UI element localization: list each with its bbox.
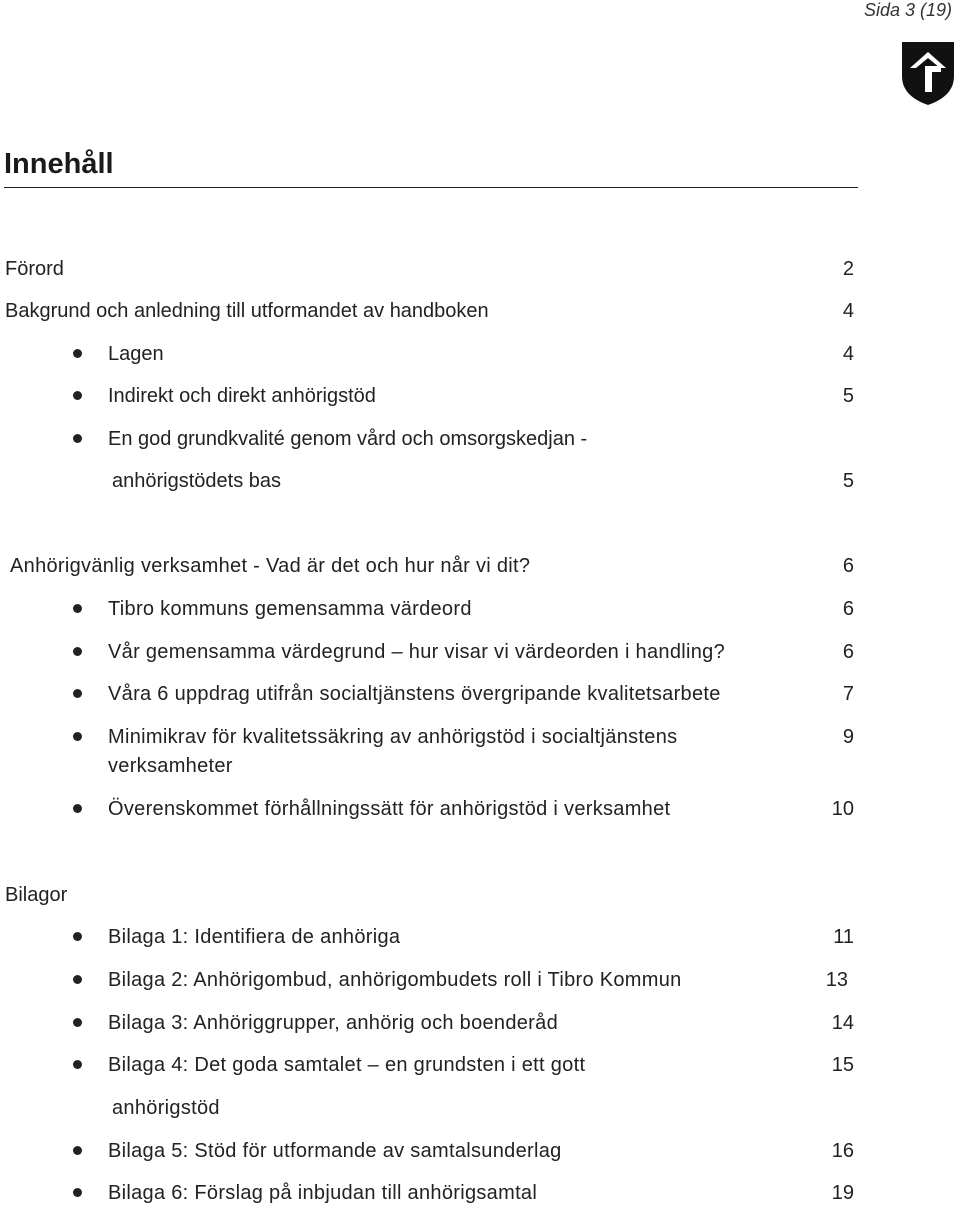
toc-entry-label: verksamheter bbox=[108, 755, 233, 777]
toc-entry-minimikrav-cont[interactable] bbox=[0, 753, 960, 779]
toc-entry-bilaga1[interactable] bbox=[0, 924, 960, 950]
toc-entry-grundkvalite[interactable] bbox=[0, 426, 960, 452]
toc-entry-page: 2 bbox=[842, 258, 854, 280]
toc-entry-label: Minimikrav för kvalitetssäkring av anhörigstöd i socialtjänstens bbox=[108, 726, 678, 748]
toc-entry-vardegrund[interactable] bbox=[0, 639, 960, 665]
toc-entry-label: Bakgrund och anledning till utformandet av handboken bbox=[5, 300, 489, 322]
bullet-icon bbox=[73, 1018, 82, 1027]
bullet-icon bbox=[73, 932, 82, 941]
toc-entry-forord[interactable] bbox=[0, 256, 960, 282]
bullet-icon bbox=[73, 349, 82, 358]
toc-entry-label: anhörigstödets bas bbox=[112, 470, 282, 492]
bullet-icon bbox=[73, 647, 82, 656]
toc-entry-page: 10 bbox=[831, 798, 854, 820]
toc-entry-page: 14 bbox=[831, 1012, 854, 1034]
bullet-icon bbox=[73, 975, 82, 984]
page-indicator: Sida 3 (19) bbox=[863, 0, 952, 20]
toc-entry-lagen[interactable] bbox=[0, 341, 960, 367]
toc-entry-overenskommet[interactable] bbox=[0, 796, 960, 822]
toc-entry-page: 11 bbox=[833, 926, 854, 948]
toc-entry-label: Bilaga 3: Anhöriggrupper, anhörig och boenderåd bbox=[108, 1012, 558, 1034]
toc-entry-page: 5 bbox=[842, 470, 854, 492]
toc-entry-label: Bilaga 6: Förslag på inbjudan till anhörigsamtal bbox=[108, 1182, 538, 1204]
toc-entry-page: 6 bbox=[842, 598, 854, 620]
municipal-crest-icon bbox=[900, 40, 956, 106]
toc-entry-page: 5 bbox=[842, 385, 854, 407]
toc-entry-label: Bilaga 5: Stöd för utformande av samtalsunderlag bbox=[108, 1140, 562, 1162]
bullet-icon bbox=[73, 689, 82, 698]
toc-entry-label: Anhörigvänlig verksamhet - Vad är det och hur når vi dit? bbox=[10, 555, 531, 577]
toc-entry-page: 4 bbox=[842, 300, 854, 322]
bullet-icon bbox=[73, 604, 82, 613]
bullet-icon bbox=[73, 391, 82, 400]
toc-entry-page: 4 bbox=[842, 343, 854, 365]
toc-entry-bilaga6[interactable] bbox=[0, 1180, 960, 1206]
toc-entry-page: 13 bbox=[825, 969, 848, 991]
toc-entry-label: Bilaga 1: Identifiera de anhöriga bbox=[108, 926, 401, 948]
toc-entry-anhorigvanlig[interactable] bbox=[0, 553, 960, 579]
toc-entry-page: 7 bbox=[842, 683, 854, 705]
toc-entry-label: Indirekt och direkt anhörigstöd bbox=[108, 385, 376, 407]
toc-entry-page: 19 bbox=[831, 1182, 854, 1204]
bullet-icon bbox=[73, 1188, 82, 1197]
bullet-icon bbox=[73, 804, 82, 813]
toc-entry-page: 16 bbox=[831, 1140, 854, 1162]
toc-entry-page: 6 bbox=[842, 641, 854, 663]
toc-entry-label: Våra 6 uppdrag utifrån socialtjänstens övergripande kvalitetsarbete bbox=[108, 683, 721, 705]
toc-entry-uppdrag[interactable] bbox=[0, 681, 960, 707]
toc-section-label: Bilagor bbox=[5, 884, 68, 906]
bullet-icon bbox=[73, 732, 82, 741]
toc-entry-bilaga4[interactable] bbox=[0, 1052, 960, 1078]
toc-entry-label: Bilaga 2: Anhörigombud, anhörigombudets roll i Tibro Kommun bbox=[108, 969, 682, 991]
toc-entry-page: 9 bbox=[842, 726, 854, 748]
toc-entry-page: 15 bbox=[831, 1054, 854, 1076]
toc-entry-bilaga4-cont[interactable] bbox=[0, 1095, 960, 1121]
bullet-icon bbox=[73, 1146, 82, 1155]
toc-entry-label: Vår gemensamma värdegrund – hur visar vi värdeorden i handling? bbox=[108, 641, 726, 663]
toc-entry-label: Förord bbox=[5, 258, 64, 280]
toc-entry-page: 6 bbox=[842, 555, 854, 577]
bullet-icon bbox=[73, 1060, 82, 1069]
toc-entry-label: Tibro kommuns gemensamma värdeord bbox=[108, 598, 472, 620]
toc-entry-bilaga3[interactable] bbox=[0, 1010, 960, 1036]
toc-entry-bakgrund[interactable] bbox=[0, 298, 960, 324]
toc-entry-indirekt[interactable] bbox=[0, 383, 960, 409]
toc-entry-vardeord[interactable] bbox=[0, 596, 960, 622]
toc-entry-minimikrav[interactable] bbox=[0, 724, 960, 750]
toc-entry-label: Lagen bbox=[108, 343, 164, 365]
toc-entry-label: En god grundkvalité genom vård och omsorgskedjan - bbox=[108, 428, 588, 450]
toc-entry-bilaga5[interactable] bbox=[0, 1138, 960, 1164]
title-underline bbox=[4, 187, 858, 188]
toc-entry-grundkvalite-cont[interactable] bbox=[0, 468, 960, 494]
toc-entry-bilaga2[interactable] bbox=[0, 967, 960, 993]
page-title: Innehåll bbox=[4, 148, 114, 180]
toc-entry-label: anhörigstöd bbox=[112, 1097, 220, 1119]
toc-entry-label: Överenskommet förhållningssätt för anhörigstöd i verksamhet bbox=[108, 798, 671, 820]
bullet-icon bbox=[73, 434, 82, 443]
toc-entry-label: Bilaga 4: Det goda samtalet – en grundsten i ett gott bbox=[108, 1054, 586, 1076]
toc-section-bilagor[interactable] bbox=[0, 882, 960, 908]
